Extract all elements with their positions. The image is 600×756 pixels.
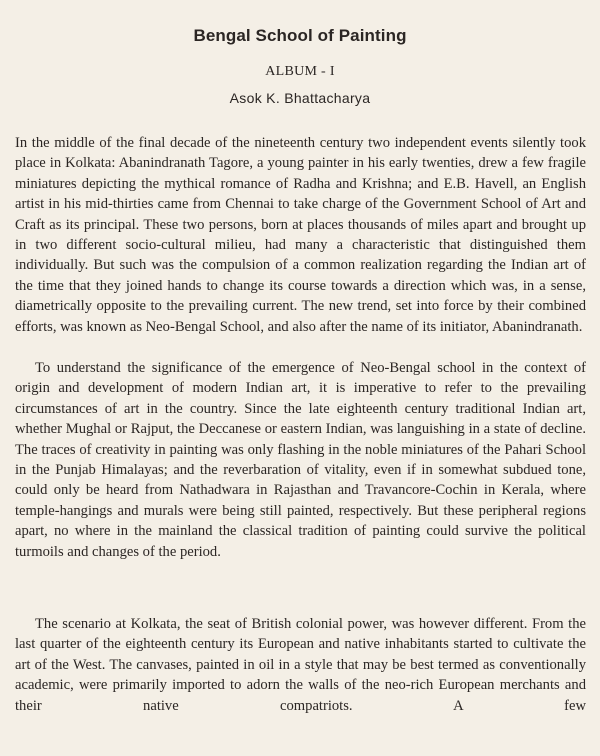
paragraph-2: To understand the significance of the emergence of Neo-Bengal school in the context of origin and development of modern Indian art, it is imperative to refer to the prevailing circumstances of art in the country. Since the late eighteenth century traditional Indian art, whether Mughal or Rajput, the Deccanese or eastern Indian, was languishing in a state of decline. The traces of creativity in painting was only flashing in the noble miniatures of the Pahari School in the Punjab Himalayas; and the reverbaration of vitality, even if in somewhat subdued tone, could only be heard from Nathadwara in Rajasthan and Travancore-Cochin in Kerala, where temple-hangings and murals were being still painted, respectively. But these peripheral regions apart, no where in the mainland the classical tradition of painting could survive the political turmoils and changes of the period. — [15, 360, 586, 560]
paragraph-1: In the middle of the final decade of the nineteenth century two independent events silently took place in Kolkata: Abanindranath Tagore, a young painter in his early twenties, drew a few fragile miniatures depicting the mythical romance of Radha and Krishna; and E.B. Havell, an English artist in his mid-thirties came from Chennai to take charge of the Government School of Art and Craft as its principal. These two persons, born at places thousands of miles apart and brought up in two different socio-cultural milieu, had many a characteristic that distinguished them individually. But such was the compulsion of a common realization regarding the Indian art of the time that they joined hands to change its course towards a direction which was, in a sense, diametrically opposite to the prevailing current. The new trend, set into force by their combined efforts, was known as Neo-Bengal School, and also after the name of its initiator, Abanindranath. — [15, 135, 586, 335]
author-name: Asok K. Bhattacharya — [229, 90, 371, 106]
paragraph-3: The scenario at Kolkata, the seat of British colonial power, was however different. From the last quarter of the eighteenth century its European and native inhabitants started to cultivate the art of the West. The canvases, painted in oil in a style that may be best termed as conventionally academic, were primarily imported to adorn the walls of the neo-rich European merchants and their native compatriots. A few — [15, 616, 586, 714]
album-label: ALBUM - I — [265, 64, 335, 79]
document-title: Bengal School of Painting — [193, 26, 407, 45]
